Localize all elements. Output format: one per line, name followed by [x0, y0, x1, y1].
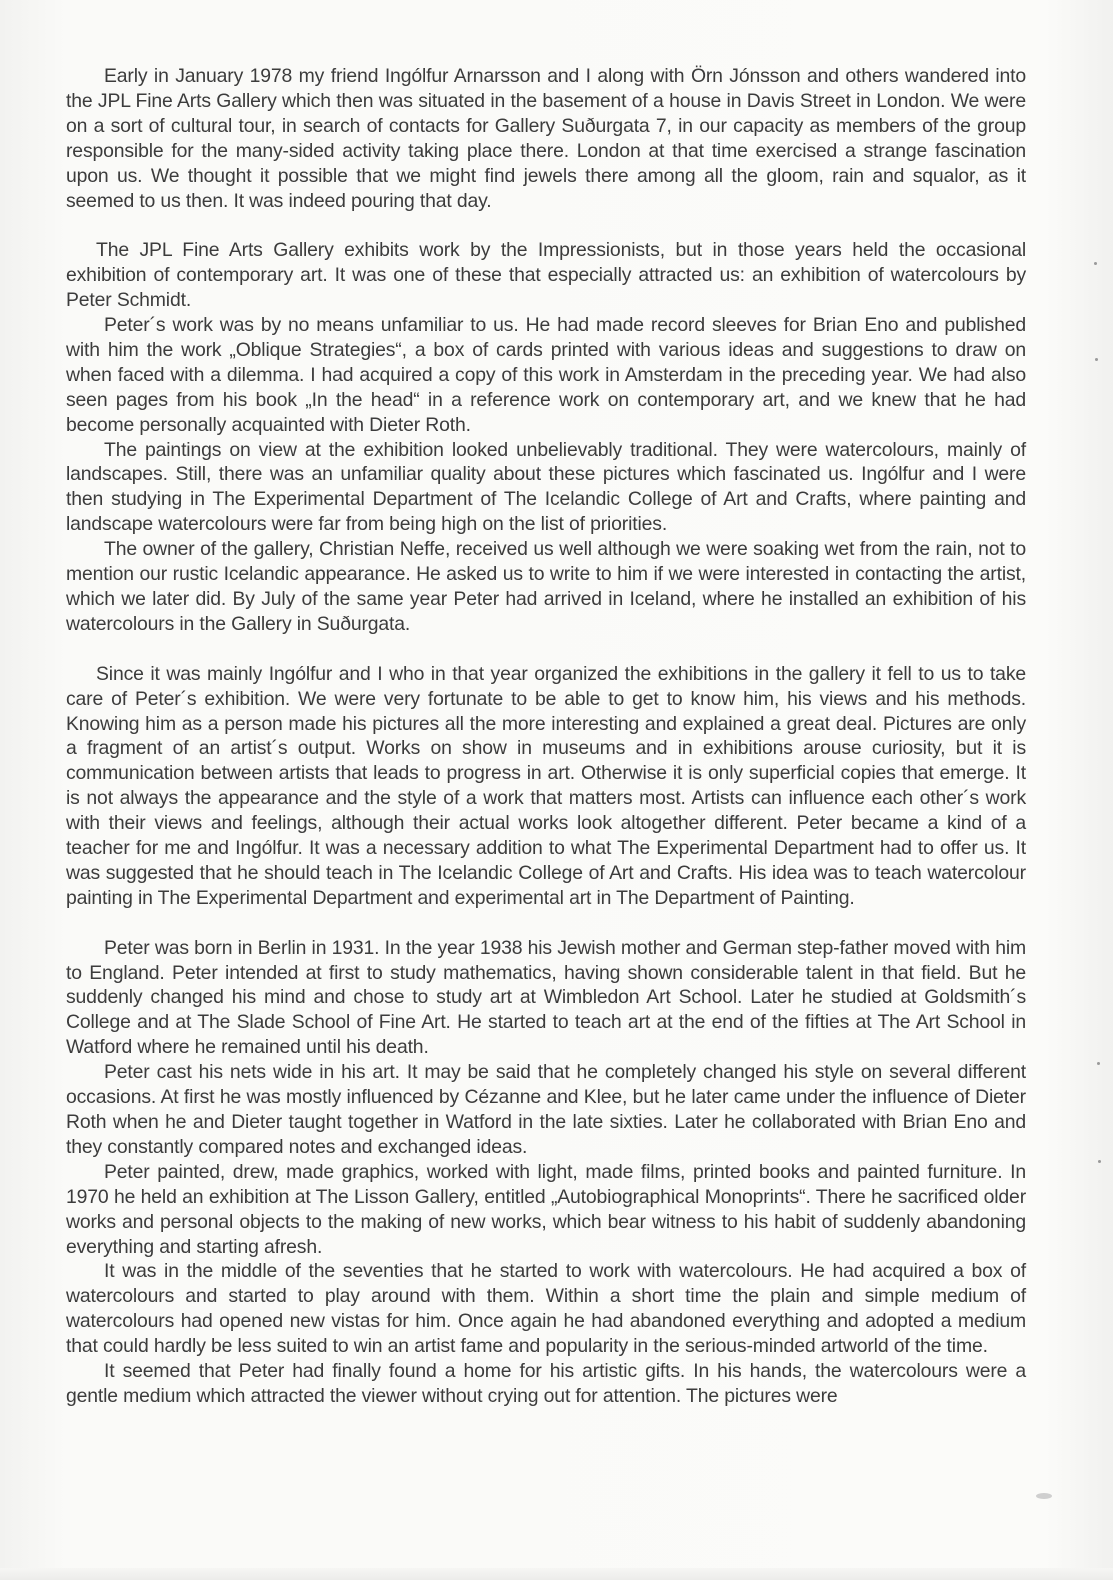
- paragraph-7: Peter was born in Berlin in 1931. In the year 1938 his Jewish mother and German step-father moved with him to England. Peter intended at first to study mathematics, having shown considerable talent in that field. But he suddenly changed his mind and chose to study art at Wimbledon Art School. Later he studied at Goldsmith´s College and at The Slade School of Fine Art. He started to teach art at the end of the fifties at The Art School in Watford where he remained until his death.: [66, 936, 1026, 1059]
- paragraph-11: It seemed that Peter had finally found a home for his artistic gifts. In his hands, the watercolours were a gentle medium which attracted the viewer without crying out for attention. The pictures were: [66, 1360, 1026, 1407]
- paragraph-1: Early in January 1978 my friend Ingólfur Arnarsson and I along with Örn Jónsson and others wandered into the JPL Fine Arts Gallery which then was situated in the basement of a house in Davis Street in London. We were on a sort of cultural tour, in search of contacts for Gallery Suðurgata 7, in our capacity as members of the group responsible for the many-sided activity taking place there. London at that time exercised a strange fascination upon us. We thought it possible that we might find jewels there among all the gloom, rain and squalor, as it seemed to us then. It was indeed pouring that day.: [66, 65, 1026, 212]
- paragraph-2: The JPL Fine Arts Gallery exhibits work by the Impressionists, but in those years held the occasional exhibition of contemporary art. It was one of these that especially attracted us: an exhibition of watercolours by Peter Schmidt.: [66, 239, 1026, 312]
- corner-smudge: [1036, 1493, 1052, 1499]
- page-bottom-edge: [0, 1568, 1113, 1580]
- paragraph-3: Peter´s work was by no means unfamiliar to us. He had made record sleeves for Brian Eno and published with him the work „Oblique Strategies“, a box of cards printed with various ideas and suggestions to draw on when faced with a dilemma. I had acquired a copy of this work in Amsterdam in the preceding year. We had also seen pages from his book „In the head“ in a reference work on contemporary art, and we knew that he had become personally acquainted with Dieter Roth.: [66, 314, 1026, 436]
- paragraph-8: Peter cast his nets wide in his art. It may be said that he completely changed his style on several different occasions. At first he was mostly influenced by Cézanne and Klee, but he later came under the influence of Dieter Roth when he and Dieter taught together in Watford in the late sixties. Later he collaborated with Brian Eno and they constantly compared notes and exchanged ideas.: [66, 1061, 1026, 1158]
- body-text: [66, 64, 1026, 1409]
- margin-speck: [1097, 1062, 1100, 1065]
- margin-speck: [1094, 262, 1097, 265]
- margin-speck: [1095, 358, 1098, 361]
- margin-speck: [1098, 1160, 1101, 1163]
- paragraph-10: It was in the middle of the seventies that he started to work with watercolours. He had acquired a box of watercolours and started to play around with them. Within a short time the plain and simple medium of watercolours had opened new vistas for him. Once again he had abandoned everything and adopted a medium that could hardly be less suited to win an artist fame and popularity in the serious-minded artworld of the time.: [66, 1260, 1026, 1358]
- paragraph-5: The owner of the gallery, Christian Neffe, received us well although we were soaking wet from the rain, not to mention our rustic Icelandic appearance. He asked us to write to him if we were interested in contacting the artist, which we later did. By July of the same year Peter had arrived in Iceland, where he installed an exhibition of his watercolours in the Gallery in Suðurgata.: [66, 538, 1026, 635]
- paragraph-4: The paintings on view at the exhibition looked unbelievably traditional. They were watercolours, mainly of landscapes. Still, there was an unfamiliar quality about these pictures which fascinated us. Ingólfur and I were then studying in The Experimental Department of The Icelandic College of Art and Crafts, where painting and landscape watercolours were far from being high on the list of priorities.: [66, 438, 1026, 536]
- paragraph-9: Peter painted, drew, made graphics, worked with light, made films, printed books and painted furniture. In 1970 he held an exhibition at The Lisson Gallery, entitled „Autobiographical Monoprints“. There he sacrificed older works and personal objects to the making of new works, which bear witness to his habit of suddenly abandoning everything and starting afresh.: [66, 1160, 1026, 1258]
- paragraph-6: Since it was mainly Ingólfur and I who in that year organized the exhibitions in the gallery it fell to us to take care of Peter´s exhibition. We were very fortunate to be able to get to know him, his views and his methods. Knowing him as a person made his pictures all the more interesting and explained a great deal. Pictures are only a fragment of an artist´s output. Works on show in museums and in exhibitions arouse curiosity, but it is communication between artists that leads to progress in art. Otherwise it is only superficial copies that emerge. It is not always the appearance and the style of a work that matters most. Artists can influence each other´s work with their views and feelings, although their actual works look altogether different. Peter became a kind of a teacher for me and Ingólfur. It was a necessary addition to what The Experimental Department had to offer us. It was suggested that he should teach in The Icelandic College of Art and Crafts. His idea was to teach watercolour painting in The Experimental Department and experimental art in The Department of Painting.: [66, 662, 1026, 909]
